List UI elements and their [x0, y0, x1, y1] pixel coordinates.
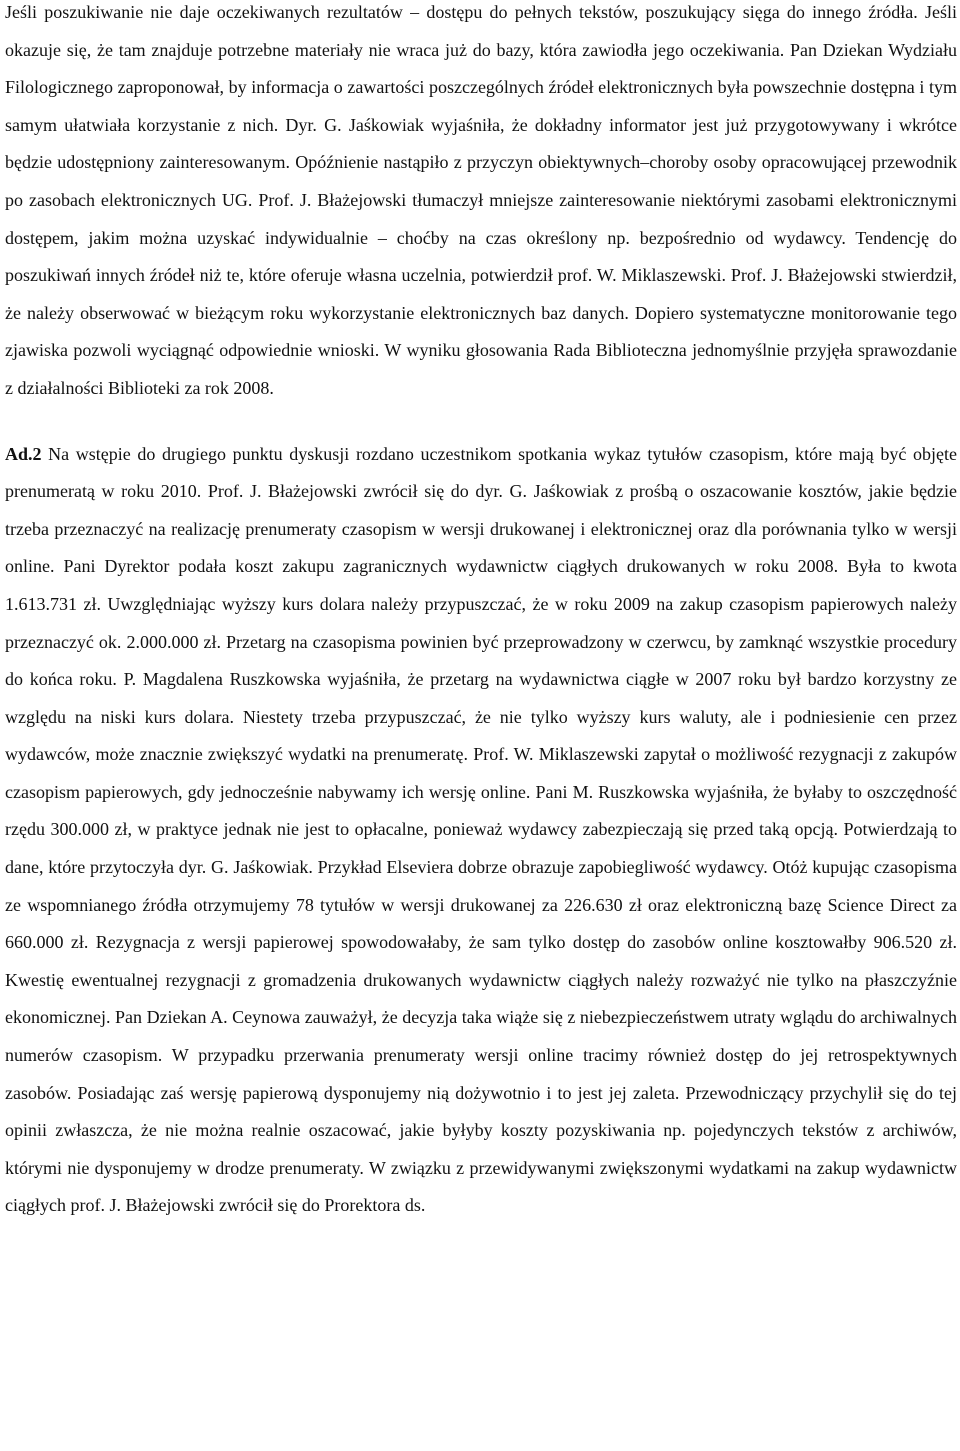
paragraph-library-report — [5, 0, 957, 408]
paragraph-text: Jeśli poszukiwanie nie daje oczekiwanych rezultatów – dostępu do pełnych tekstów, poszukujący sięga do innego źródła. Jeśli okazuje się, że tam znajduje potrzebne materiały nie wraca już do bazy, która zawiodła jego oczekiwania. Pan Dziekan Wydziału Filologicznego zaproponował, by informacja o zawartości poszczególnych źródeł elektronicznych była powszechnie dostępna i tym samym ułatwiała korzystanie z nich. Dyr. G. Jaśkowiak wyjaśniła, że dokładny informator jest już przygotowywany i wkrótce będzie udostępniony zainteresowanym. Opóźnienie nastąpiło z przyczyn obiektywnych–choroby osoby opracowującej przewodnik po zasobach elektronicznych UG. Prof. J. Błażejowski tłumaczył mniejsze zainteresowanie niektórymi zasobami elektronicznymi dostępem, jakim można uzyskać indywidualnie – choćby na czas określony np. bezpośrednio od wydawcy. Tendencję do poszukiwań innych źródeł niż te, które oferuje własna uczelnia, potwierdził prof. W. Miklaszewski. Prof. J. Błażejowski stwierdził, że należy obserwować w bieżącym roku wykorzystanie elektronicznych baz danych. Dopiero systematyczne monitorowanie tego zjawiska pozwoli wyciągnąć odpowiednie wnioski. W wyniku głosowania Rada Biblioteczna jednomyślnie przyjęła sprawozdanie z działalności Biblioteki za rok 2008. — [5, 2, 957, 398]
document-page — [5, 0, 957, 1451]
paragraph-text: Na wstępie do drugiego punktu dyskusji rozdano uczestnikom spotkania wykaz tytułów czasopism, które mają być objęte prenumeratą w roku 2010. Prof. J. Błażejowski zwrócił się do dyr. G. Jaśkowiak z prośbą o oszacowanie kosztów, jakie będzie trzeba przeznaczyć na realizację prenumeraty czasopism w wersji drukowanej i elektronicznej oraz dla porównania tylko w wersji online. Pani Dyrektor podała koszt zakupu zagranicznych wydawnictw ciągłych drukowanych w roku 2008. Była to kwota 1.613.731 zł. Uwzględniając wyższy kurs dolara należy przypuszczać, że w roku 2009 na zakup czasopism papierowych należy przeznaczyć ok. 2.000.000 zł. Przetarg na czasopisma powinien być przeprowadzony w czerwcu, by zamknąć wszystkie procedury do końca roku. P. Magdalena Ruszkowska wyjaśniła, że przetarg na wydawnictwa ciągłe w 2007 roku był bardzo korzystny ze względu na niski kurs dolara. Niestety trzeba przypuszczać, że nie tylko wyższy kurs waluty, ale i podniesienie cen przez wydawców, może znacznie zwiększyć wydatki na prenumeratę. Prof. W. Miklaszewski zapytał o możliwość rezygnacji z zakupów czasopism papierowych, gdy jednocześnie nabywamy ich wersję online. Pani M. Ruszkowska wyjaśniła, że byłaby to oszczędność rzędu 300.000 zł, w praktyce jednak nie jest to opłacalne, ponieważ wydawcy zabezpieczają się przed taką opcją. Potwierdzają to dane, które przytoczyła dyr. G. Jaśkowiak. Przykład Elseviera dobrze obrazuje zapobiegliwość wydawcy. Otóż kupując czasopisma ze wspomnianego źródła otrzymujemy 78 tytułów w wersji drukowanej za 226.630 zł oraz elektroniczną bazę Science Direct za 660.000 zł. Rezygnacja z wersji papierowej spowodowałaby, że sam tylko dostęp do zasobów online kosztowałby 906.520 zł. Kwestię ewentualnej rezygnacji z gromadzenia drukowanych wydawnictw ciągłych należy rozważyć nie tylko na płaszczyźnie ekonomicznej. Pan Dziekan A. Ceynowa zauważył, że decyzja taka wiąże się z niebezpieczeństwem utraty wglądu do archiwalnych numerów czasopism. W przypadku przerwania prenumeraty wersji online tracimy również dostęp do jej retrospektywnych zasobów. Posiadając zaś wersję papierową dysponujemy nią dożywotnio i to jest jej zaleta. Przewodniczący przychylił się do tej opinii zwłaszcza, że nie można realnie oszacować, jakie byłyby koszty pozyskiwania np. pojedynczych tekstów z archiwów, którymi nie dysponujemy w drodze prenumeraty. W związku z przewidywanymi zwiększonymi wydatkami na zakup wydawnictw ciągłych prof. J. Błażejowski zwrócił się do Prorektora ds. — [5, 443, 957, 1216]
paragraph-agenda-item-2 — [5, 436, 957, 1225]
agenda-item-marker: Ad.2 — [5, 443, 42, 464]
